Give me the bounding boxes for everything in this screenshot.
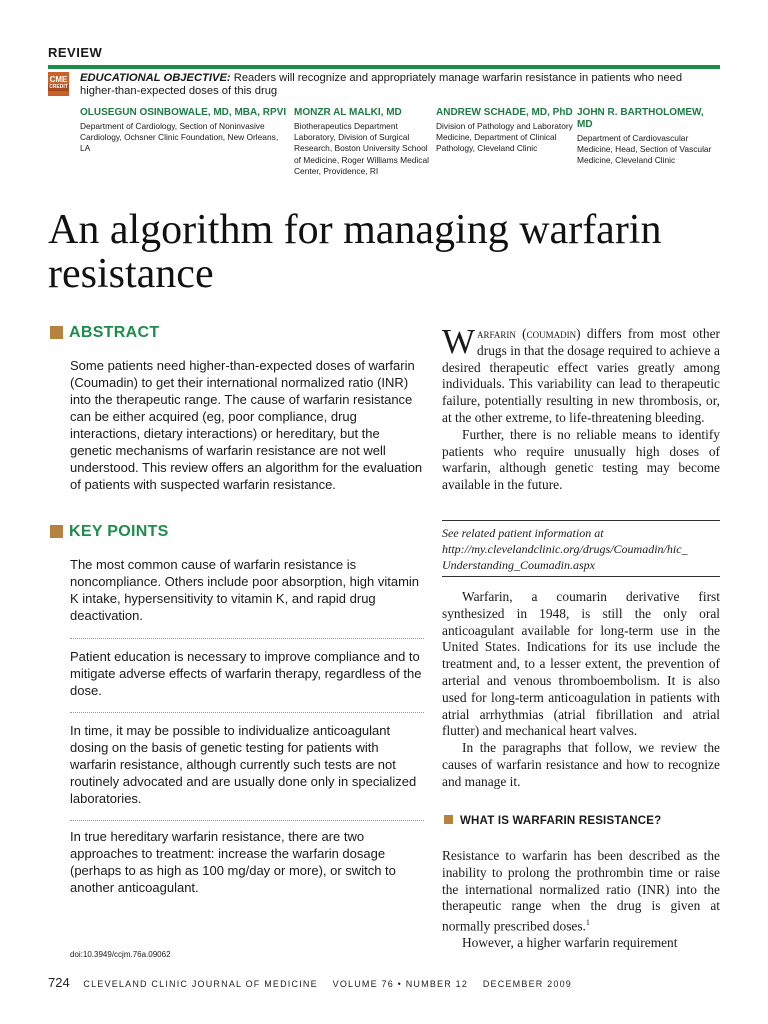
- author-4: [577, 107, 720, 167]
- heading-square-icon: [444, 815, 453, 824]
- paragraph-5: [442, 848, 720, 935]
- page-number: 724: [48, 975, 70, 990]
- paragraph-6: However, a higher warfarin requirement: [462, 935, 678, 951]
- abstract-text: Some patients need higher-than-expected doses of warfarin (Coumadin) to get their international normalized ratio (INR) into the therapeutic range. The cause of warfarin resistance can be either acquired (eg, poor compliance, drug interactions, dietary interactions) or hereditary, but the genetic mechanisms of warfarin resistance are not well understood. This review offers an algorithm for the evaluation of patients with suspected warfarin resistance.: [70, 358, 423, 492]
- cme-credit-badge: [48, 72, 69, 96]
- subheading-text: WHAT IS WARFARIN RESISTANCE?: [460, 815, 662, 827]
- heading-square-icon: [50, 326, 63, 339]
- header-rule: [48, 65, 720, 69]
- drop-cap: W: [442, 322, 476, 361]
- divider: [70, 712, 424, 713]
- cme-badge-text: CME: [49, 75, 68, 84]
- issue-number: NUMBER 12: [405, 979, 469, 989]
- section-label: REVIEW: [48, 45, 103, 60]
- author-affiliation: Division of Pathology and Laboratory Medicine, Department of Clinical Pathology, Cleveland Clinic: [436, 121, 573, 154]
- related-label: See related patient information at: [442, 526, 604, 540]
- related-link[interactable]: http://my.clevelandclinic.org/drugs/Coumadin/hic_: [442, 542, 688, 556]
- credit-badge-text: CREDIT: [49, 84, 68, 90]
- educational-objective: [80, 72, 720, 98]
- objective-text: Readers will recognize and appropriately manage warfarin resistance in patients who need higher-than-expected doses of this drug: [80, 72, 683, 97]
- paragraph-1: differs from most other drugs in that the dosage required to achieve a desired therapeutic effect varies greatly among individuals. This variability can lead to therapeutic failure, potentially resulting in new thrombosis, or, at the other extreme, to life-threatening bleeding.: [442, 326, 721, 425]
- article-title: An algorithm for managing warfarin resistance: [48, 207, 662, 297]
- author-1: [80, 107, 288, 155]
- body-intro: [442, 322, 721, 494]
- paragraph-3: Warfarin, a coumarin derivative first synthesized in 1948, is still the only oral anticoagulant available for long-term use in the United States. Indications for its use include the treatment and, to a lesser extent, the prevention of arterial and venous thromboembolism. It is also used for long-term anticoagulation in patients with atrial arrhythmias (atrial fibrillation and atrial flutter) and mechanical heart valves.: [442, 589, 720, 739]
- author-affiliation: Department of Cardiovascular Medicine, Head, Section of Vascular Medicine, Cleveland Clinic: [577, 133, 712, 166]
- journal-name: CLEVELAND CLINIC JOURNAL OF MEDICINE: [83, 979, 318, 989]
- key-point-3: In time, it may be possible to individualize anticoagulant dosing on the basis of genetic testing for patients with warfarin resistance, although currently such tests are not routinely advocated and are usually done only in specialized laboratories.: [70, 723, 417, 806]
- citation: 1: [585, 918, 590, 928]
- heading-square-icon: [50, 525, 63, 538]
- separator: •: [397, 979, 403, 989]
- key-points-heading-text: KEY POINTS: [69, 523, 169, 540]
- paragraph-2: Further, there is no reliable means to identify patients who require unusually high doses of warfarin, although genetic testing may become available in the future.: [442, 426, 720, 493]
- author-name: JOHN R. BARTHOLOMEW, MD: [577, 107, 704, 130]
- page-footer: [48, 975, 572, 990]
- divider: [70, 638, 424, 639]
- abstract-heading: [50, 324, 159, 342]
- divider: [70, 820, 424, 821]
- author-name: ANDREW SCHADE, MD, PhD: [436, 107, 573, 118]
- issue-date: DECEMBER 2009: [482, 979, 572, 989]
- author-3: [436, 107, 574, 155]
- objective-label: EDUCATIONAL OBJECTIVE:: [80, 72, 231, 84]
- key-points-heading: [50, 523, 169, 541]
- paragraph-4: In the paragraphs that follow, we review the causes of warfarin resistance and how to recognize and manage it.: [442, 740, 720, 789]
- doi: doi:10.3949/ccjm.76a.09062: [70, 950, 171, 959]
- author-affiliation: Biotherapeutics Department Laboratory, Division of Surgical Research, Boston University School of Medicine, Roger Williams Medical Center, Providence, RI: [294, 121, 429, 176]
- lead-smallcaps: arfarin (coumadin): [477, 326, 581, 341]
- author-affiliation: Department of Cardiology, Section of Noninvasive Cardiology, Ochsner Clinic Foundation, New Orleans, LA: [80, 121, 279, 154]
- author-name: OLUSEGUN OSINBOWALE, MD, MBA, RPVI: [80, 107, 287, 118]
- abstract-heading-text: ABSTRACT: [69, 324, 160, 341]
- key-point-2: Patient education is necessary to improve compliance and to mitigate adverse effects of warfarin therapy, regardless of the dose.: [70, 649, 422, 698]
- key-point-1: The most common cause of warfarin resistance is noncompliance. Others include poor absorption, high vitamin K intake, hypersensitivity to vitamin K, and rapid drug deactivation.: [70, 557, 420, 623]
- key-point-4: In true hereditary warfarin resistance, there are two approaches to treatment: increase the warfarin dosage (perhaps to as high as 100 mg/day or more), or switch to another anticoagulant.: [70, 829, 396, 895]
- author-2: [294, 107, 434, 177]
- volume: VOLUME 76: [332, 979, 394, 989]
- author-name: MONZR AL MALKI, MD: [294, 107, 402, 118]
- subheading: [444, 815, 661, 827]
- paragraph-5-text: Resistance to warfarin has been described as the inability to prolong the prothrombin time or raise the international normalized ratio (INR) into the therapeutic range when the drug is given at normally prescribed doses.: [442, 848, 720, 934]
- related-info-box: [442, 520, 720, 577]
- body-history: [442, 589, 720, 791]
- related-link-cont[interactable]: Understanding_Coumadin.aspx: [442, 558, 595, 572]
- body-definition: [442, 848, 720, 952]
